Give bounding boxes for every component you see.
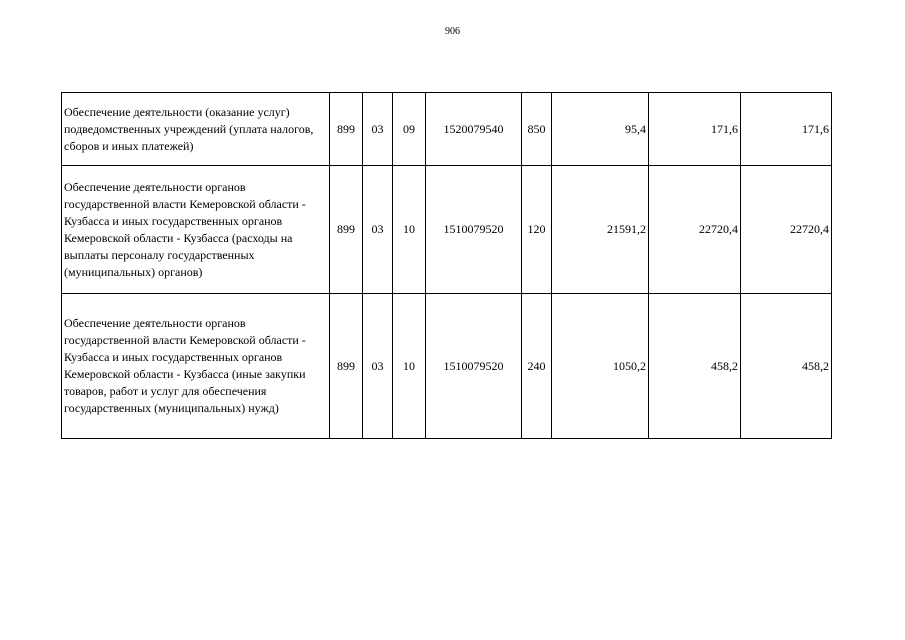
ministry-code: 899 [330,166,363,294]
subsection-code: 10 [393,166,426,294]
target-article-code: 1510079520 [426,166,522,294]
expense-type-code: 240 [522,294,552,439]
table-row [62,93,832,166]
amount-1: 1050,2 [552,294,649,439]
subsection-code: 09 [393,93,426,166]
subsection-code: 10 [393,294,426,439]
row-description: Обеспечение деятельности органов государственной власти Кемеровской области - Кузбасса и иных государственных органов Кемеровской области - Кузбасса (иные закупки товаров, работ и услуг для обеспечения государственных (муниципальных) нужд) [62,294,330,439]
expense-type-code: 850 [522,93,552,166]
ministry-code: 899 [330,294,363,439]
amount-2: 458,2 [649,294,741,439]
section-code: 03 [363,93,393,166]
amount-1: 95,4 [552,93,649,166]
section-code: 03 [363,294,393,439]
row-description: Обеспечение деятельности органов государственной власти Кемеровской области - Кузбасса и иных государственных органов Кемеровской области - Кузбасса (расходы на выплаты персоналу государственных (муниципальных) органов) [62,166,330,294]
ministry-code: 899 [330,93,363,166]
table-row [62,294,832,439]
table-row [62,166,832,294]
target-article-code: 1510079520 [426,294,522,439]
target-article-code: 1520079540 [426,93,522,166]
amount-1: 21591,2 [552,166,649,294]
budget-table [61,92,832,439]
amount-3: 458,2 [741,294,832,439]
row-description: Обеспечение деятельности (оказание услуг) подведомственных учреждений (уплата налогов, сборов и иных платежей) [62,93,330,166]
page-number: 906 [445,26,460,37]
amount-2: 22720,4 [649,166,741,294]
section-code: 03 [363,166,393,294]
amount-2: 171,6 [649,93,741,166]
amount-3: 171,6 [741,93,832,166]
amount-3: 22720,4 [741,166,832,294]
expense-type-code: 120 [522,166,552,294]
